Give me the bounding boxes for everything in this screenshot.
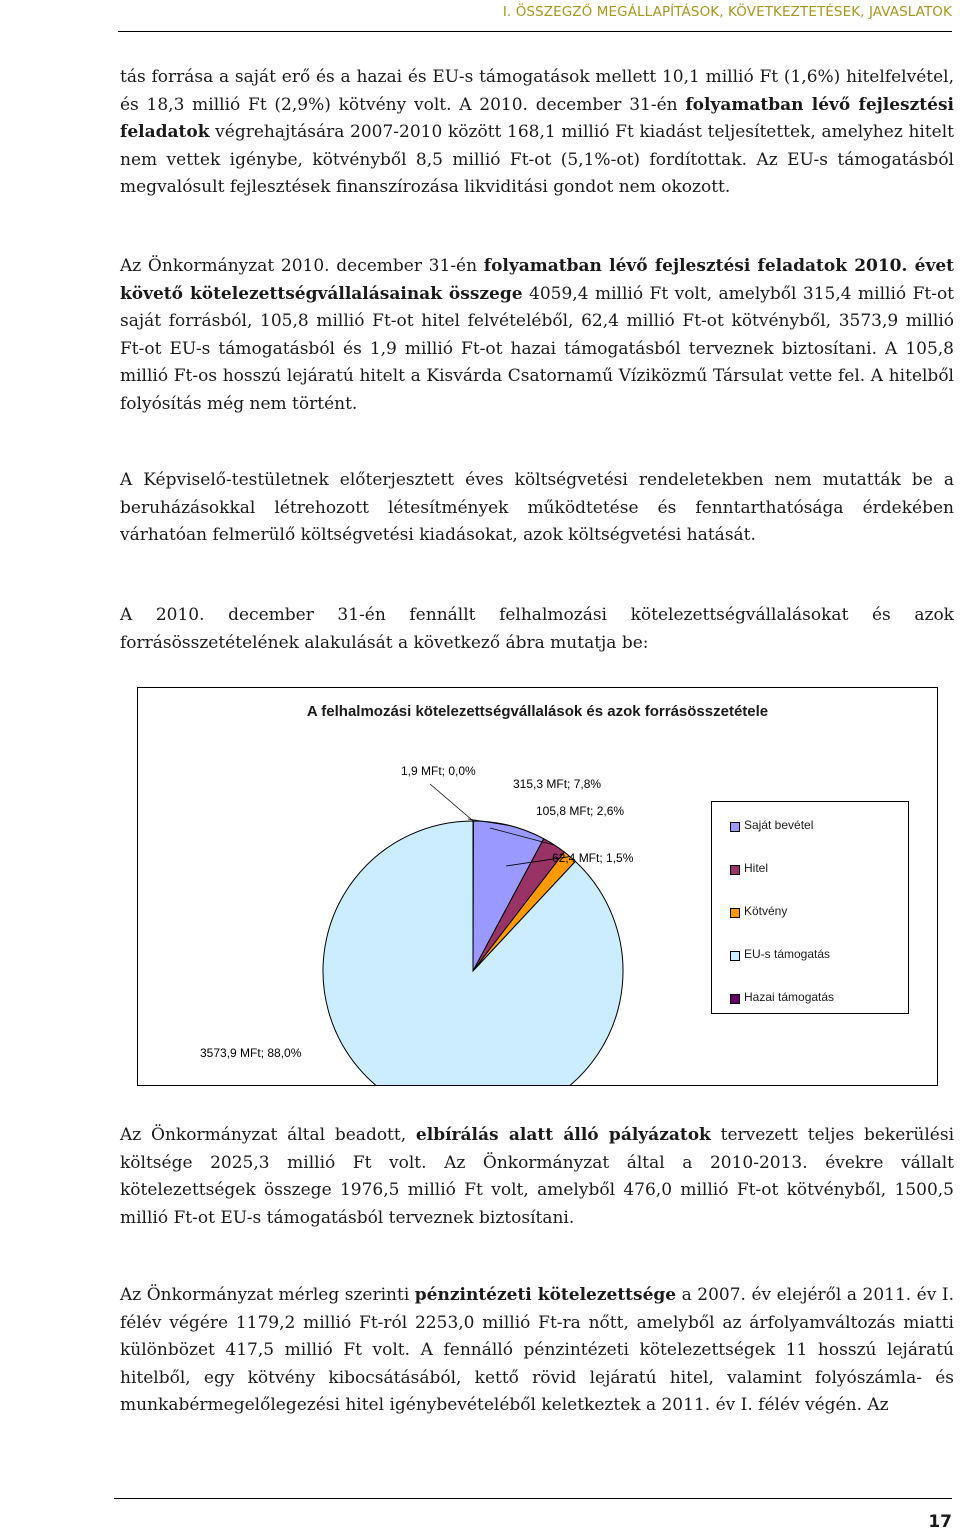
- paragraph-text: Az Önkormányzat által beadott,: [120, 1125, 416, 1145]
- bold-term: folyamatban lévő fejlesztési feladatok: [120, 94, 954, 142]
- legend-swatch: [730, 951, 740, 961]
- paragraph-6: [120, 1282, 954, 1420]
- paragraph-text: Az Önkormányzat 2010. december 31-én: [120, 256, 484, 276]
- legend-swatch: [730, 822, 740, 832]
- paragraph-1: [120, 64, 954, 202]
- pie-chart: [137, 687, 938, 1086]
- legend-swatch: [730, 908, 740, 918]
- slice-data-label: 315,3 MFt; 7,8%: [513, 777, 602, 791]
- paragraph-text: végrehajtására 2007-2010 között 168,1 millió Ft kiadást teljesítettek, amelyhez hitelt nem vettek igénybe, kötvényből 8,5 millió Ft-ot (5,1%-ot) fordítottak. Az EU-s támogatásból megvalósult fejlesztések finanszírozása likviditási gondot nem okozott.: [120, 122, 954, 197]
- paragraph-text: tervezett teljes bekerülési költsége 2025,3 millió Ft volt. Az Önkormányzat által a 2010-2013. évekre vállalt kötelezettségek összege 1976,5 millió Ft volt, amelyből 476,0 millió Ft-ot kötvényből, 1500,5 millió Ft-ot EU-s támogatásból terveznek biztosítani.: [120, 1125, 955, 1228]
- paragraph-text: 4059,4 millió Ft volt, amelyből 315,4 millió Ft-ot saját forrásból, 105,8 millió Ft-ot hitel felvételéből, 62,4 millió Ft-ot kötvényből, 3573,9 millió Ft-ot EU-s támogatásból és 1,9 millió Ft-ot hazai támogatásból terveznek biztosítani. A 105,8 millió Ft-os hosszú lejáratú hitelt a Kisvárda Csatornamű Víziközmű Társulat vette fel. A hitelből folyósítás még nem történt.: [120, 283, 955, 414]
- paragraph-5: [120, 1122, 954, 1232]
- slice-data-label: 3573,9 MFt; 88,0%: [200, 1046, 302, 1060]
- legend-label: Hazai támogatás: [744, 990, 835, 1004]
- bold-term: folyamatban lévő fejlesztési feladatok 2010. évet követő kötelezettségvállalásainak összege: [120, 256, 954, 304]
- leader-line: [430, 784, 473, 821]
- slice-data-label: 1,9 MFt; 0,0%: [401, 764, 476, 778]
- header-rule: [118, 31, 952, 32]
- paragraph-3: [120, 467, 954, 550]
- legend-label: Kötvény: [744, 904, 788, 918]
- footer-rule: [114, 1498, 952, 1499]
- paragraph-text: a 2007. év elejéről a 2011. év I. félév végére 1179,2 millió Ft-ról 2253,0 millió Ft-ra nőtt, amelyből az árfolyamváltozás miatti különbözet 417,5 millió Ft volt. A fennálló pénzintézeti kötelezettségek 11 hosszú lejáratú hitelből, egy kötvény kibocsátásából, kettő rövid lejáratú hitel, valamint folyószámla- és munkabérmegelőlegezési hitel igénybevételéből keletkeztek a 2011. év I. félév végén. Az: [120, 1285, 954, 1415]
- legend-swatch: [730, 994, 740, 1004]
- slice-data-label: 105,8 MFt; 2,6%: [536, 804, 625, 818]
- paragraph-text: Az Önkormányzat mérleg szerinti: [120, 1285, 415, 1305]
- paragraph-4: [120, 602, 954, 657]
- legend-label: Saját bevétel: [744, 818, 814, 832]
- chart-title: A felhalmozási kötelezettségvállalások és azok forrásösszetétele: [306, 703, 769, 720]
- chart-legend: [711, 801, 909, 1014]
- legend-label: EU-s támogatás: [744, 947, 831, 961]
- bold-term: elbírálás alatt álló pályázatok: [415, 1125, 711, 1145]
- legend-label: Hitel: [744, 861, 769, 875]
- running-header: I. ÖSSZEGZŐ MEGÁLLAPÍTÁSOK, KÖVETKEZTETÉSEK, JAVASLATOK: [502, 4, 952, 20]
- paragraph-text: A 2010. december 31-én fennállt felhalmozási kötelezettségvállalásokat és azok forrásösszetételének alakulását a következő ábra mutatja be:: [120, 605, 954, 653]
- paragraph-text: tás forrása a saját erő és a hazai és EU-s támogatások mellett 10,1 millió Ft (1,6%) hitelfelvétel, és 18,3 millió Ft (2,9%) kötvény volt. A 2010. december 31-én: [120, 67, 954, 115]
- slice-data-label: 62,4 MFt; 1,5%: [552, 851, 634, 865]
- paragraph-text: A Képviselő-testületnek előterjesztett éves költségvetési rendeletekben nem mutatták be a beruházásokkal létrehozott létesítmények működtetése és fenntarthatósága érdekében várhatóan felmerülő költségvetési kiadásokat, azok költségvetési hatását.: [120, 470, 954, 545]
- legend-swatch: [730, 865, 740, 875]
- page-number: 17: [928, 1512, 952, 1532]
- bold-term: pénzintézeti kötelezettsége: [414, 1285, 677, 1305]
- paragraph-2: [120, 253, 954, 418]
